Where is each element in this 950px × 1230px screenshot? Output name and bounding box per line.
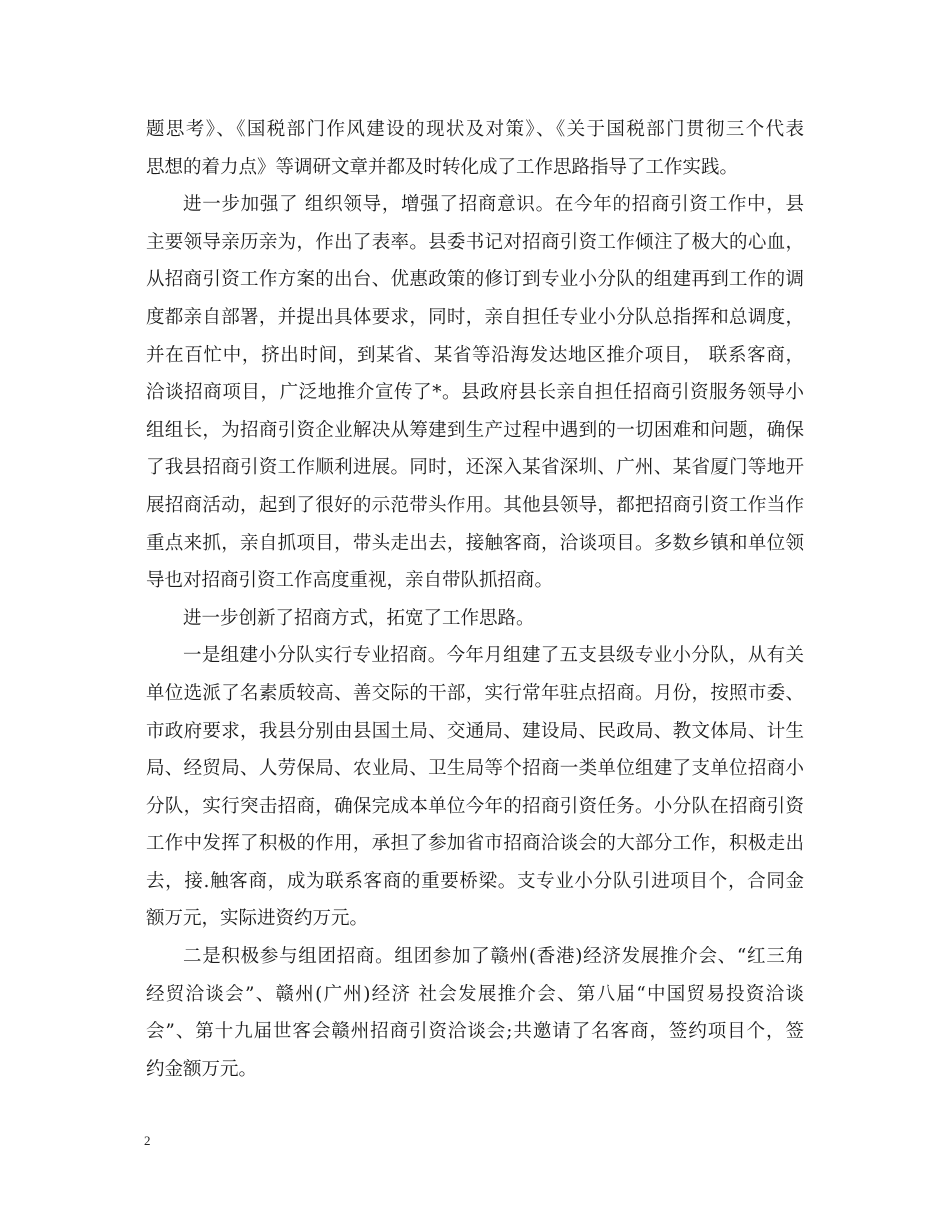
text-line: 经贸洽谈会”、赣州(广州)经济 社会发展推介会、第八届“中国贸易投资洽谈 [146, 983, 804, 1005]
text-line: 了我县招商引资工作顺利进展。同时，还深入某省深圳、广州、某省厦门等地开 [146, 457, 804, 479]
text-line: 度都亲自部署，并提出具体要求，同时，亲自担任专业小分队总指挥和总调度， [146, 306, 804, 328]
text-line: 题思考》、《国税部门作风建设的现状及对策》、《关于国税部门贯彻三个代表 [146, 119, 804, 140]
text-line: 导也对招商引资工作高度重视，亲自带队抓招商。 [146, 570, 554, 592]
text-line: 主要领导亲历亲为，作出了表率。县委书记对招商引资工作倾注了极大的心血， [146, 231, 804, 253]
text-line: 会”、第十九届世客会赣州招商引资洽谈会;共邀请了名客商，签约项目个，签 [146, 1021, 804, 1043]
text-line: 局、经贸局、人劳保局、农业局、卫生局等个招商一类单位组建了支单位招商小 [146, 758, 804, 780]
text-line: 展招商活动，起到了很好的示范带头作用。其他县领导，都把招商引资工作当作 [146, 494, 804, 516]
text-line: 约金额万元。 [146, 1058, 258, 1080]
text-line: 工作中发挥了积极的作用，承担了参加省市招商洽谈会的大部分工作，积极走出 [146, 833, 804, 855]
text-line: 单位选派了名素质较高、善交际的干部，实行常年驻点招商。月份，按照市委、 [146, 682, 804, 704]
text-line: 洽谈招商项目，广泛地推介宣传了*。县政府县长亲自担任招商引资服务领导小 [146, 382, 804, 404]
text-line: 市政府要求，我县分别由县国土局、交通局、建设局、民政局、教文体局、计生 [146, 720, 804, 742]
paragraph-first-line: 二是积极参与组团招商。组团参加了赣州(香港)经济发展推介会、“红三角 [183, 946, 804, 968]
text-line: 分队，实行突击招商，确保完成本单位今年的招商引资任务。小分队在招商引资 [146, 795, 804, 817]
paragraph-first-line: 一是组建小分队实行专业招商。今年月组建了五支县级专业小分队，从有关 [183, 645, 804, 667]
text-line: 额万元，实际进资约万元。 [146, 908, 369, 930]
text-line: 从招商引资工作方案的出台、优惠政策的修订到专业小分队的组建再到工作的调 [146, 269, 804, 291]
paragraph-first-line: 进一步创新了招商方式，拓宽了工作思路。 [183, 607, 535, 629]
text-line: 去，接.触客商，成为联系客商的重要桥梁。支专业小分队引进项目个，合同金 [146, 870, 804, 892]
document-body [146, 111, 804, 1088]
text-line: 思想的着力点》等调研文章并都及时转化成了工作思路指导了工作实践。 [146, 156, 739, 178]
page-number: 2 [144, 1133, 151, 1148]
paragraph-first-line: 进一步加强了 组织领导，增强了招商意识。在今年的招商引资工作中，县 [183, 194, 804, 216]
text-line: 组组长，为招商引资企业解决从筹建到生产过程中遇到的一切困难和问题，确保 [146, 419, 804, 441]
text-line: 并在百忙中，挤出时间，到某省、某省等沿海发达地区推介项目， 联系客商， [146, 344, 804, 366]
text-line: 重点来抓，亲自抓项目，带头走出去，接触客商，洽谈项目。多数乡镇和单位领 [146, 532, 804, 554]
